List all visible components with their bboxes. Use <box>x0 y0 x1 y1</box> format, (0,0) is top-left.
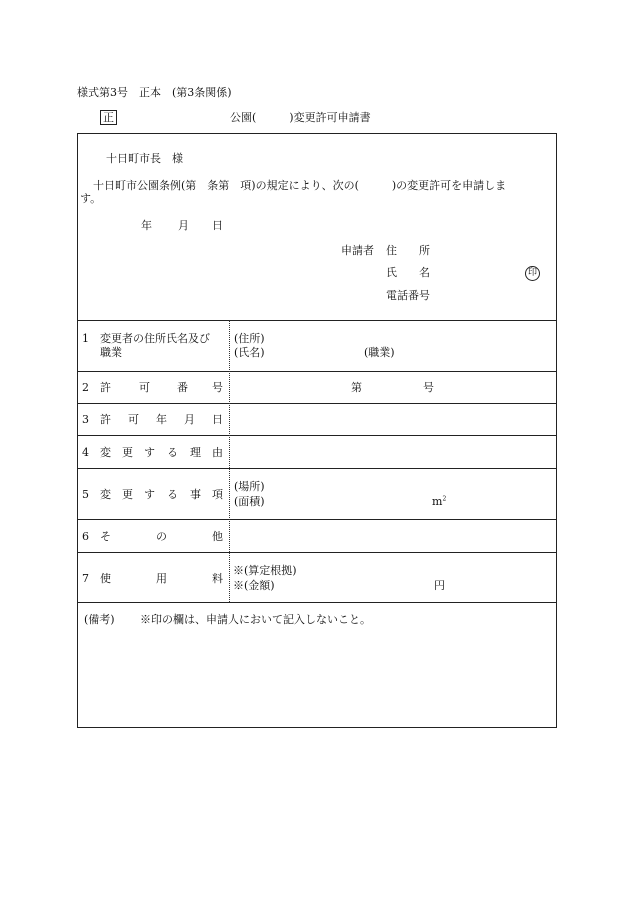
row-label-char: 許 <box>100 381 111 394</box>
application-text-line2: す。 <box>80 192 102 205</box>
divider <box>77 468 557 469</box>
remarks-label: (備考) <box>84 613 115 626</box>
row-label-char: 料 <box>212 572 223 585</box>
row-label-char: 可 <box>128 413 139 426</box>
area-unit-exponent: 2 <box>442 495 447 503</box>
field-name: (氏名) <box>234 346 265 359</box>
row-label-char: 他 <box>212 530 223 543</box>
date-month: 月 <box>178 219 189 232</box>
address-label: 住 所 <box>386 244 430 257</box>
row-label-char: す <box>144 446 155 459</box>
date-year: 年 <box>141 219 152 232</box>
name-label: 氏 名 <box>386 266 430 279</box>
column-divider <box>229 320 230 602</box>
row-label-char: 年 <box>156 413 167 426</box>
row-number: 5 <box>82 488 89 501</box>
field-address: (住所) <box>234 332 265 345</box>
row-number: 6 <box>82 530 89 543</box>
row-label: 職業 <box>100 346 122 359</box>
row-label-char: 更 <box>122 446 133 459</box>
row-label-char: る <box>167 488 178 501</box>
row-label-char: る <box>167 446 178 459</box>
divider <box>77 371 557 372</box>
area-unit-base: m <box>432 495 443 508</box>
area-unit <box>432 495 446 509</box>
row-label-char: 理 <box>190 446 201 459</box>
field-calculation-basis: ※(算定根拠) <box>233 564 297 577</box>
row-label-char: 月 <box>184 413 195 426</box>
field-place: (場所) <box>234 480 265 493</box>
row-label-char: 可 <box>139 381 150 394</box>
row-label-char: 許 <box>100 413 111 426</box>
divider <box>77 602 557 603</box>
row-label-char: 用 <box>156 572 167 585</box>
field-occupation: (職業) <box>364 346 395 359</box>
seal-label: 印 <box>525 266 540 281</box>
document-title: 公園( )変更許可申請書 <box>230 111 371 124</box>
row-number: 3 <box>82 413 89 426</box>
row-number: 2 <box>82 381 89 394</box>
amount-unit: 円 <box>434 579 445 592</box>
permit-number-suffix: 号 <box>423 381 434 394</box>
remarks-text: ※印の欄は、申請人において記入しないこと。 <box>140 613 371 626</box>
form-number: 様式第3号 正本 (第3条関係) <box>77 86 232 99</box>
row-label: 変更者の住所氏名及び <box>100 332 210 345</box>
row-label-char: そ <box>100 530 111 543</box>
row-label-char: 由 <box>212 446 223 459</box>
addressee: 十日町市長 様 <box>106 152 183 165</box>
row-number: 1 <box>82 332 89 345</box>
row-label-char: 号 <box>212 381 223 394</box>
phone-label: 電話番号 <box>386 289 430 302</box>
row-number: 4 <box>82 446 89 459</box>
divider <box>77 320 557 321</box>
row-label-char: 日 <box>212 413 223 426</box>
row-label-char: 事 <box>190 488 201 501</box>
divider <box>77 519 557 520</box>
divider <box>77 403 557 404</box>
row-label-char: 更 <box>122 488 133 501</box>
original-stamp <box>100 110 117 125</box>
permit-number-prefix: 第 <box>351 381 362 394</box>
row-label-char: 番 <box>177 381 188 394</box>
date-day: 日 <box>212 219 223 232</box>
row-number: 7 <box>82 572 89 585</box>
row-label-char: 変 <box>100 488 111 501</box>
row-label-char: 項 <box>212 488 223 501</box>
divider <box>77 552 557 553</box>
applicant-label: 申請者 <box>341 244 374 257</box>
seal-mark <box>525 265 540 281</box>
original-stamp-label: 正 <box>100 110 117 125</box>
row-label-char: の <box>156 530 167 543</box>
row-label-char: す <box>144 488 155 501</box>
row-label-char: 使 <box>100 572 111 585</box>
row-label-char: 変 <box>100 446 111 459</box>
field-area: (面積) <box>234 495 265 508</box>
divider <box>77 435 557 436</box>
application-text-line1: 十日町市公園条例(第 条第 項)の規定により、次の( )の変更許可を申請しま <box>93 179 507 192</box>
field-amount: ※(金額) <box>233 579 275 592</box>
